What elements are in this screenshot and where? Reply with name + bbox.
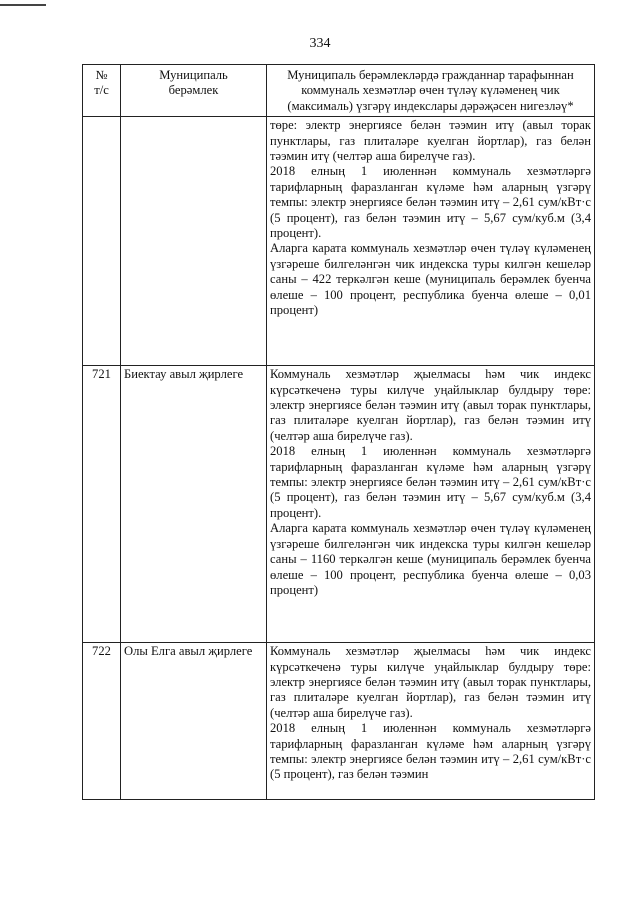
table-row — [83, 117, 595, 366]
row-paragraph: 2018 елның 1 июленнән коммуналь хезмәтләргә тарифларның фаразланган күләме һәм аларның үзгәрү темпы: электр энергиясе белән тәэмин итү – 2,61 сум/кВт·с (5 процент), газ белән тәэмин итү – 5,67 сум/куб.м (3,4 процент). — [270, 164, 591, 241]
scan-corner-mark — [0, 4, 46, 6]
row-paragraph: Аларга карата коммуналь хезмәтләр өчен түләү күләменең үзгәреше билгеләнгән чик индекска туры килгән кешеләр саны – 422 теркәлгән кеше (муниципаль берәмлек буенча өлеше – 100 процент, республика буенча өлеше – 0,01 процент) — [270, 241, 591, 318]
table-header-row — [83, 65, 595, 117]
row-paragraph: Коммуналь хезмәтләр җыелмасы һәм чик индекс күрсәткеченә туры килүче уңайлыклар булдыру төре: электр энергиясе белән тәэмин итү (авыл торак пунктлары, газ плиталәре куелган йортлар), газ белән тәэмин итү (челтәр аша бирелүче газ). — [270, 367, 591, 443]
page-number: 334 — [309, 36, 331, 51]
row-number: 722 — [83, 643, 121, 800]
table-row — [83, 643, 595, 800]
row-paragraph: 2018 елның 1 июленнән коммуналь хезмәтләргә тарифларның фаразланган күләме һәм аларның үзгәрү темпы: электр энергиясе белән тәэмин итү – 2,61 сум/кВт·с (5 процент), газ белән тәэмин итү – 5,67 сум/куб.м (3,4 процент). — [270, 444, 591, 520]
row-number: 721 — [83, 366, 121, 643]
row-paragraph: 2018 елның 1 июленнән коммуналь хезмәтләргә тарифларның фаразланган күләме һәм аларның үзгәрү темпы: электр энергиясе белән тәэмин итү – 2,61 сум/кВт·с (5 процент), газ белән тәэмин — [270, 721, 591, 782]
row-text — [267, 117, 595, 366]
table-row — [83, 366, 595, 643]
row-municipality — [121, 117, 267, 366]
row-paragraph: төре: электр энергиясе белән тәэмин итү (авыл торак пунктлары, газ плиталәре куелган йортлар), газ белән тәэмин итү (челтәр аша бирелүче газ). — [270, 118, 591, 164]
row-text — [267, 643, 595, 800]
row-text — [267, 366, 595, 643]
municipal-index-table — [82, 64, 595, 800]
row-paragraph: Коммуналь хезмәтләр җыелмасы һәм чик индекс күрсәткеченә туры килүче уңайлыклар булдыру төре: электр энергиясе белән тәэмин итү (авыл торак пунктлары, газ плиталәре куелган йортлар), газ белән тәэмин итү (челтәр аша бирелүче газ). — [270, 644, 591, 720]
header-number: № т/с — [83, 65, 121, 117]
header-justification: Муниципаль берәмлекләрдә гражданнар тарафыннан коммуналь хезмәтләр өчен түләү күләменең чик (максималь) үзгәрү индекслары дәрәҗәсен нигезләү* — [267, 65, 595, 117]
row-municipality: Биектау авыл җирлеге — [121, 366, 267, 643]
header-municipality: Муниципаль берәмлек — [121, 65, 267, 117]
row-paragraph: Аларга карата коммуналь хезмәтләр өчен түләү күләменең үзгәреше билгеләнгән чик индекска туры килгән кешеләр саны – 1160 теркәлгән кеше (муниципаль берәмлек буенча өлеше – 100 процент, республика буенча өлеше – 0,03 процент) — [270, 521, 591, 597]
row-municipality: Олы Елга авыл җирлеге — [121, 643, 267, 800]
row-number — [83, 117, 121, 366]
